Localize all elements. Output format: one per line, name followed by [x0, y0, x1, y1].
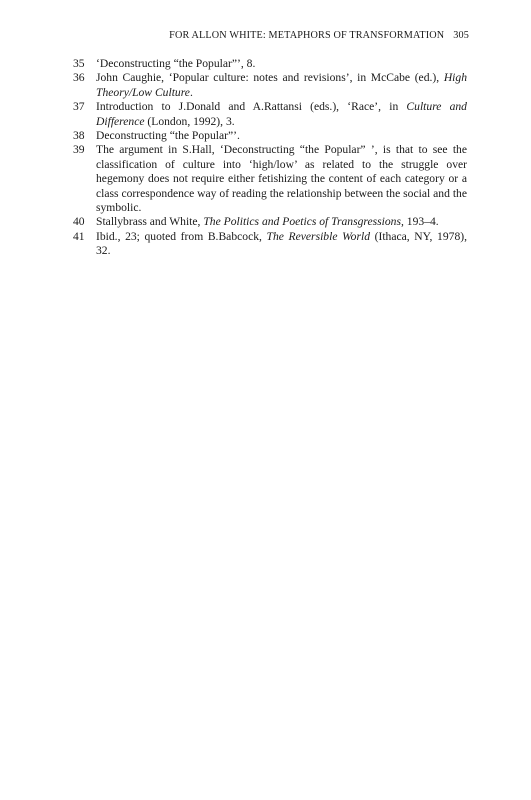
- endnote-text-segment: Deconstructing “the Popular”’.: [96, 129, 240, 143]
- endnote-text: [96, 71, 467, 100]
- endnote-italic-title: High Theory/Low Culture: [96, 71, 467, 99]
- endnote: [73, 215, 467, 229]
- endnote-number: 38: [73, 129, 85, 143]
- endnote: [73, 100, 467, 129]
- endnote-text: [96, 129, 467, 143]
- endnote-number: 41: [73, 229, 85, 243]
- endnote-italic-title: The Reversible World: [266, 229, 370, 243]
- endnote: [73, 71, 467, 100]
- endnote-text: [96, 100, 467, 129]
- endnote-text-segment: ‘Deconstructing “the Popular”’, 8.: [96, 57, 256, 70]
- endnote: [73, 230, 467, 259]
- page-number: 305: [453, 30, 469, 41]
- endnote-text-segment: (London, 1992), 3.: [144, 114, 235, 128]
- endnote-number: 37: [73, 100, 85, 114]
- endnote-text: [96, 57, 467, 71]
- endnote-text-segment: John Caughie, ‘Popular culture: notes and revisions’, in McCabe (ed.),: [96, 71, 444, 85]
- endnote-text: [96, 230, 467, 259]
- endnote-text-segment: Ibid., 23; quoted from B.Babcock,: [96, 229, 267, 243]
- endnotes-list: [73, 57, 467, 259]
- endnote: [73, 129, 467, 143]
- endnote-text-segment: Introduction to J.Donald and A.Rattansi (eds.), ‘Race’, in: [96, 100, 407, 114]
- endnote-text-segment: 193–4.: [403, 215, 439, 229]
- running-head-title: FOR ALLON WHITE: METAPHORS OF TRANSFORMATION: [169, 30, 445, 41]
- endnote-text-segment: Stallybrass and White,: [96, 215, 204, 229]
- endnote-text-segment: (Ithaca, NY, 1978), 32.: [96, 229, 467, 258]
- endnote-text: [96, 215, 467, 229]
- endnote-italic-title: The Politics and Poetics of Transgressions,: [203, 215, 404, 229]
- endnote-number: 39: [73, 143, 85, 157]
- endnote-italic-title: Culture and Difference: [96, 100, 467, 128]
- endnote-text: [96, 143, 467, 215]
- endnote: [73, 57, 467, 71]
- running-head: [169, 30, 469, 41]
- endnote-number: 40: [73, 215, 85, 229]
- endnote-text-segment: The argument in S.Hall, ‘Deconstructing “the Popular” ’, is that to see the classification of culture into ‘high/low’ as related to the struggle over hegemony does not require either fetishizing the content of each category or a class correspondence way of reading the relationship between the social and the symbolic.: [96, 143, 467, 215]
- endnote-number: 35: [73, 57, 85, 70]
- endnote: [73, 143, 467, 215]
- endnote-number: 36: [73, 71, 85, 85]
- endnote-text-segment: .: [189, 85, 193, 99]
